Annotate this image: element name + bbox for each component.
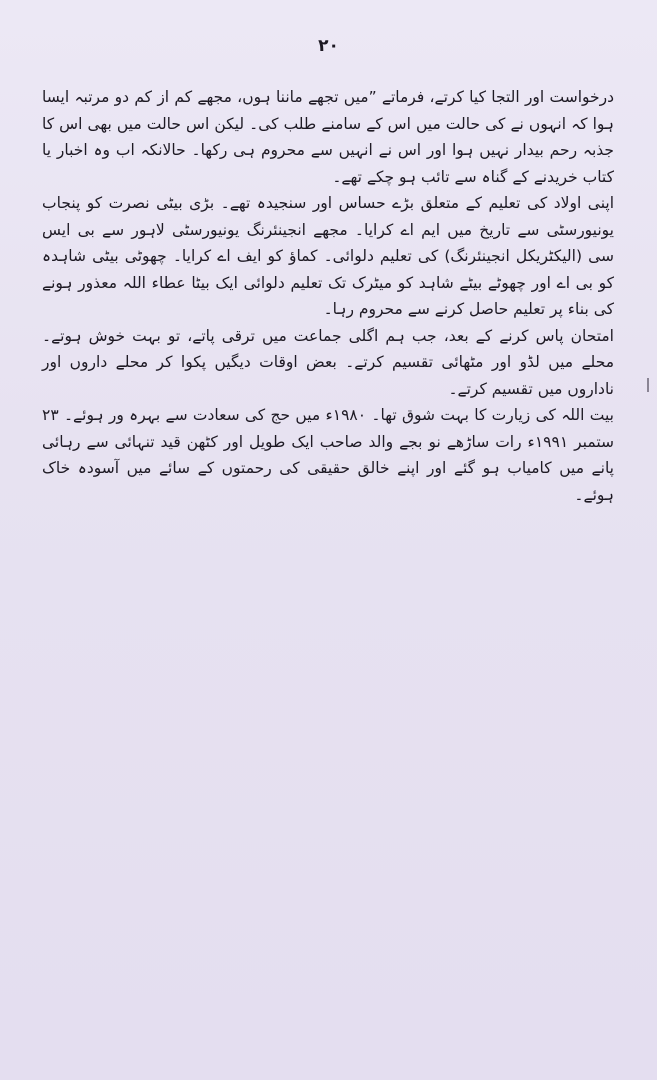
paragraph-2: اپنی اولاد کی تعلیم کے متعلق بڑے حساس اور سنجیدہ تھے۔ بڑی بیٹی نصرت کو پنجاب یونیورسٹی سے تاریخ میں ایم اے کرایا۔ مجھے انجینئرنگ یونیورسٹی لاہور سے بی ایس سی (الیکٹریکل انجینئرنگ) کی تعلیم دلوائی۔ کماؤ کو ایف اے کرایا۔ چھوٹی بیٹی شاہدہ کو بی اے اور چھوٹے بیٹے شاہد کو میٹرک تک تعلیم دلوائی ایک بیٹا عطاء اللہ معذور ہونے کی بناء پر تعلیم حاصل کرنے سے محروم رہا۔ [42, 194, 614, 318]
paragraph-1: درخواست اور التجا کیا کرتے، فرماتے ”میں تجھے ماننا ہوں، مجھے کم از کم دو مرتبہ ایسا ہوا کہ انہوں نے کی حالت میں اس کے سامنے طلب کی۔ لیکن اس حالت میں بھی اس کا جذبہ رحم بیدار نہیں ہوا اور اس نے انہیں سے محروم ہی رکھا۔ حالانکہ اب وہ اخبار یا کتاب خریدنے کے گناہ سے تائب ہو چکے تھے۔ [42, 88, 614, 186]
body-text [42, 84, 614, 508]
paragraph-3: امتحان پاس کرنے کے بعد، جب ہم اگلی جماعت میں ترقی پاتے، تو بہت خوش ہوتے۔ محلے میں لڈو اور مٹھائی تقسیم کرتے۔ بعض اوقات دیگیں پکوا کر محلے داروں اور ناداروں میں تقسیم کرتے۔ [42, 326, 614, 398]
page-edge-mark [647, 378, 649, 392]
paragraph-4: بیت اللہ کی زیارت کا بہت شوق تھا۔ ۱۹۸۰ء میں حج کی سعادت سے بہرہ ور ہوئے۔ ۲۳ ستمبر ۱۹۹۱ء رات ساڑھے نو بجے والد صاحب ایک طویل اور کٹھن قید تنہائی سے رہائی پانے میں کامیاب ہو گئے اور اپنے خالق حقیقی کی رحمتوں کے سائے میں آسودہ خاک ہوئے۔ [42, 406, 614, 504]
page-number: ۲۰ [318, 36, 339, 56]
